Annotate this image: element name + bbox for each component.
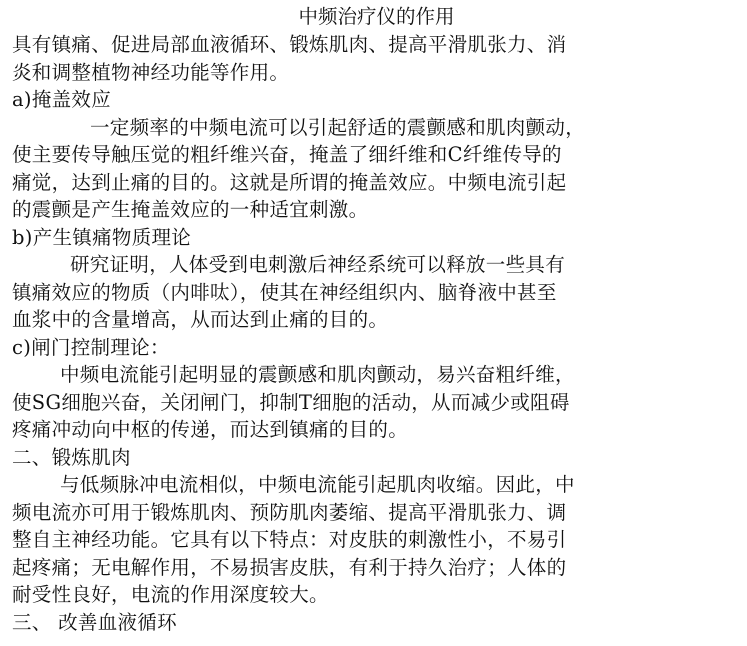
paragraph-line: 疼痛冲动向中枢的传递，而达到镇痛的目的。: [12, 418, 409, 441]
paragraph-line: 研究证明，人体受到电刺激后神经系统可以释放一些具有: [70, 253, 566, 276]
paragraph-line: 的震颤是产生掩盖效应的一种适宜刺激。: [12, 198, 369, 221]
document-title: 中频治疗仪的作用: [298, 5, 455, 28]
section-heading-a: a)掩盖效应: [12, 88, 112, 111]
paragraph-line: 整自主神经功能。它具有以下特点：对皮肤的刺激性小，不易引: [12, 528, 567, 551]
intro-line: 炎和调整植物神经功能等作用。: [12, 60, 290, 84]
paragraph-line: 与低频脉冲电流相似，中频电流能引起肌肉收缩。因此，中: [60, 473, 575, 496]
paragraph-line: 血浆中的含量增高，从而达到止痛的目的。: [12, 308, 389, 331]
paragraph-line: 频电流亦可用于锻炼肌肉、预防肌肉萎缩、提高平滑肌张力、调: [12, 500, 567, 524]
paragraph-line: 痛觉，达到止痛的目的。这就是所谓的掩盖效应。中频电流引起: [12, 170, 567, 194]
section-heading-two: 二、锻炼肌肉: [12, 445, 131, 469]
intro-line: 具有镇痛、促进局部血液循环、锻炼肌肉、提高平滑肌张力、消: [12, 33, 567, 56]
section-heading-three: 三、 改善血液循环: [12, 610, 177, 634]
paragraph-line: 镇痛效应的物质（内啡呔），使其在神经组织内、脑脊液中甚至: [12, 280, 557, 304]
paragraph-line: 使SG细胞兴奋，关闭闸门，抑制T细胞的活动，从而减少或阻碍: [12, 390, 570, 414]
section-heading-c: c)闸门控制理论：: [12, 335, 170, 359]
section-heading-b: b)产生镇痛物质理论: [12, 225, 192, 249]
paragraph-line: 一定频率的中频电流可以引起舒适的震颤感和肌肉颤动，: [90, 115, 586, 139]
paragraph-line: 起疼痛；无电解作用，不易损害皮肤，有利于持久治疗；人体的: [12, 555, 567, 579]
paragraph-line: 耐受性良好，电流的作用深度较大。: [12, 583, 329, 606]
paragraph-line: 中频电流能引起明显的震颤感和肌肉颤动，易兴奋粗纤维，: [60, 363, 575, 386]
paragraph-line: 使主要传导触压觉的粗纤维兴奋，掩盖了细纤维和C纤维传导的: [12, 143, 562, 166]
